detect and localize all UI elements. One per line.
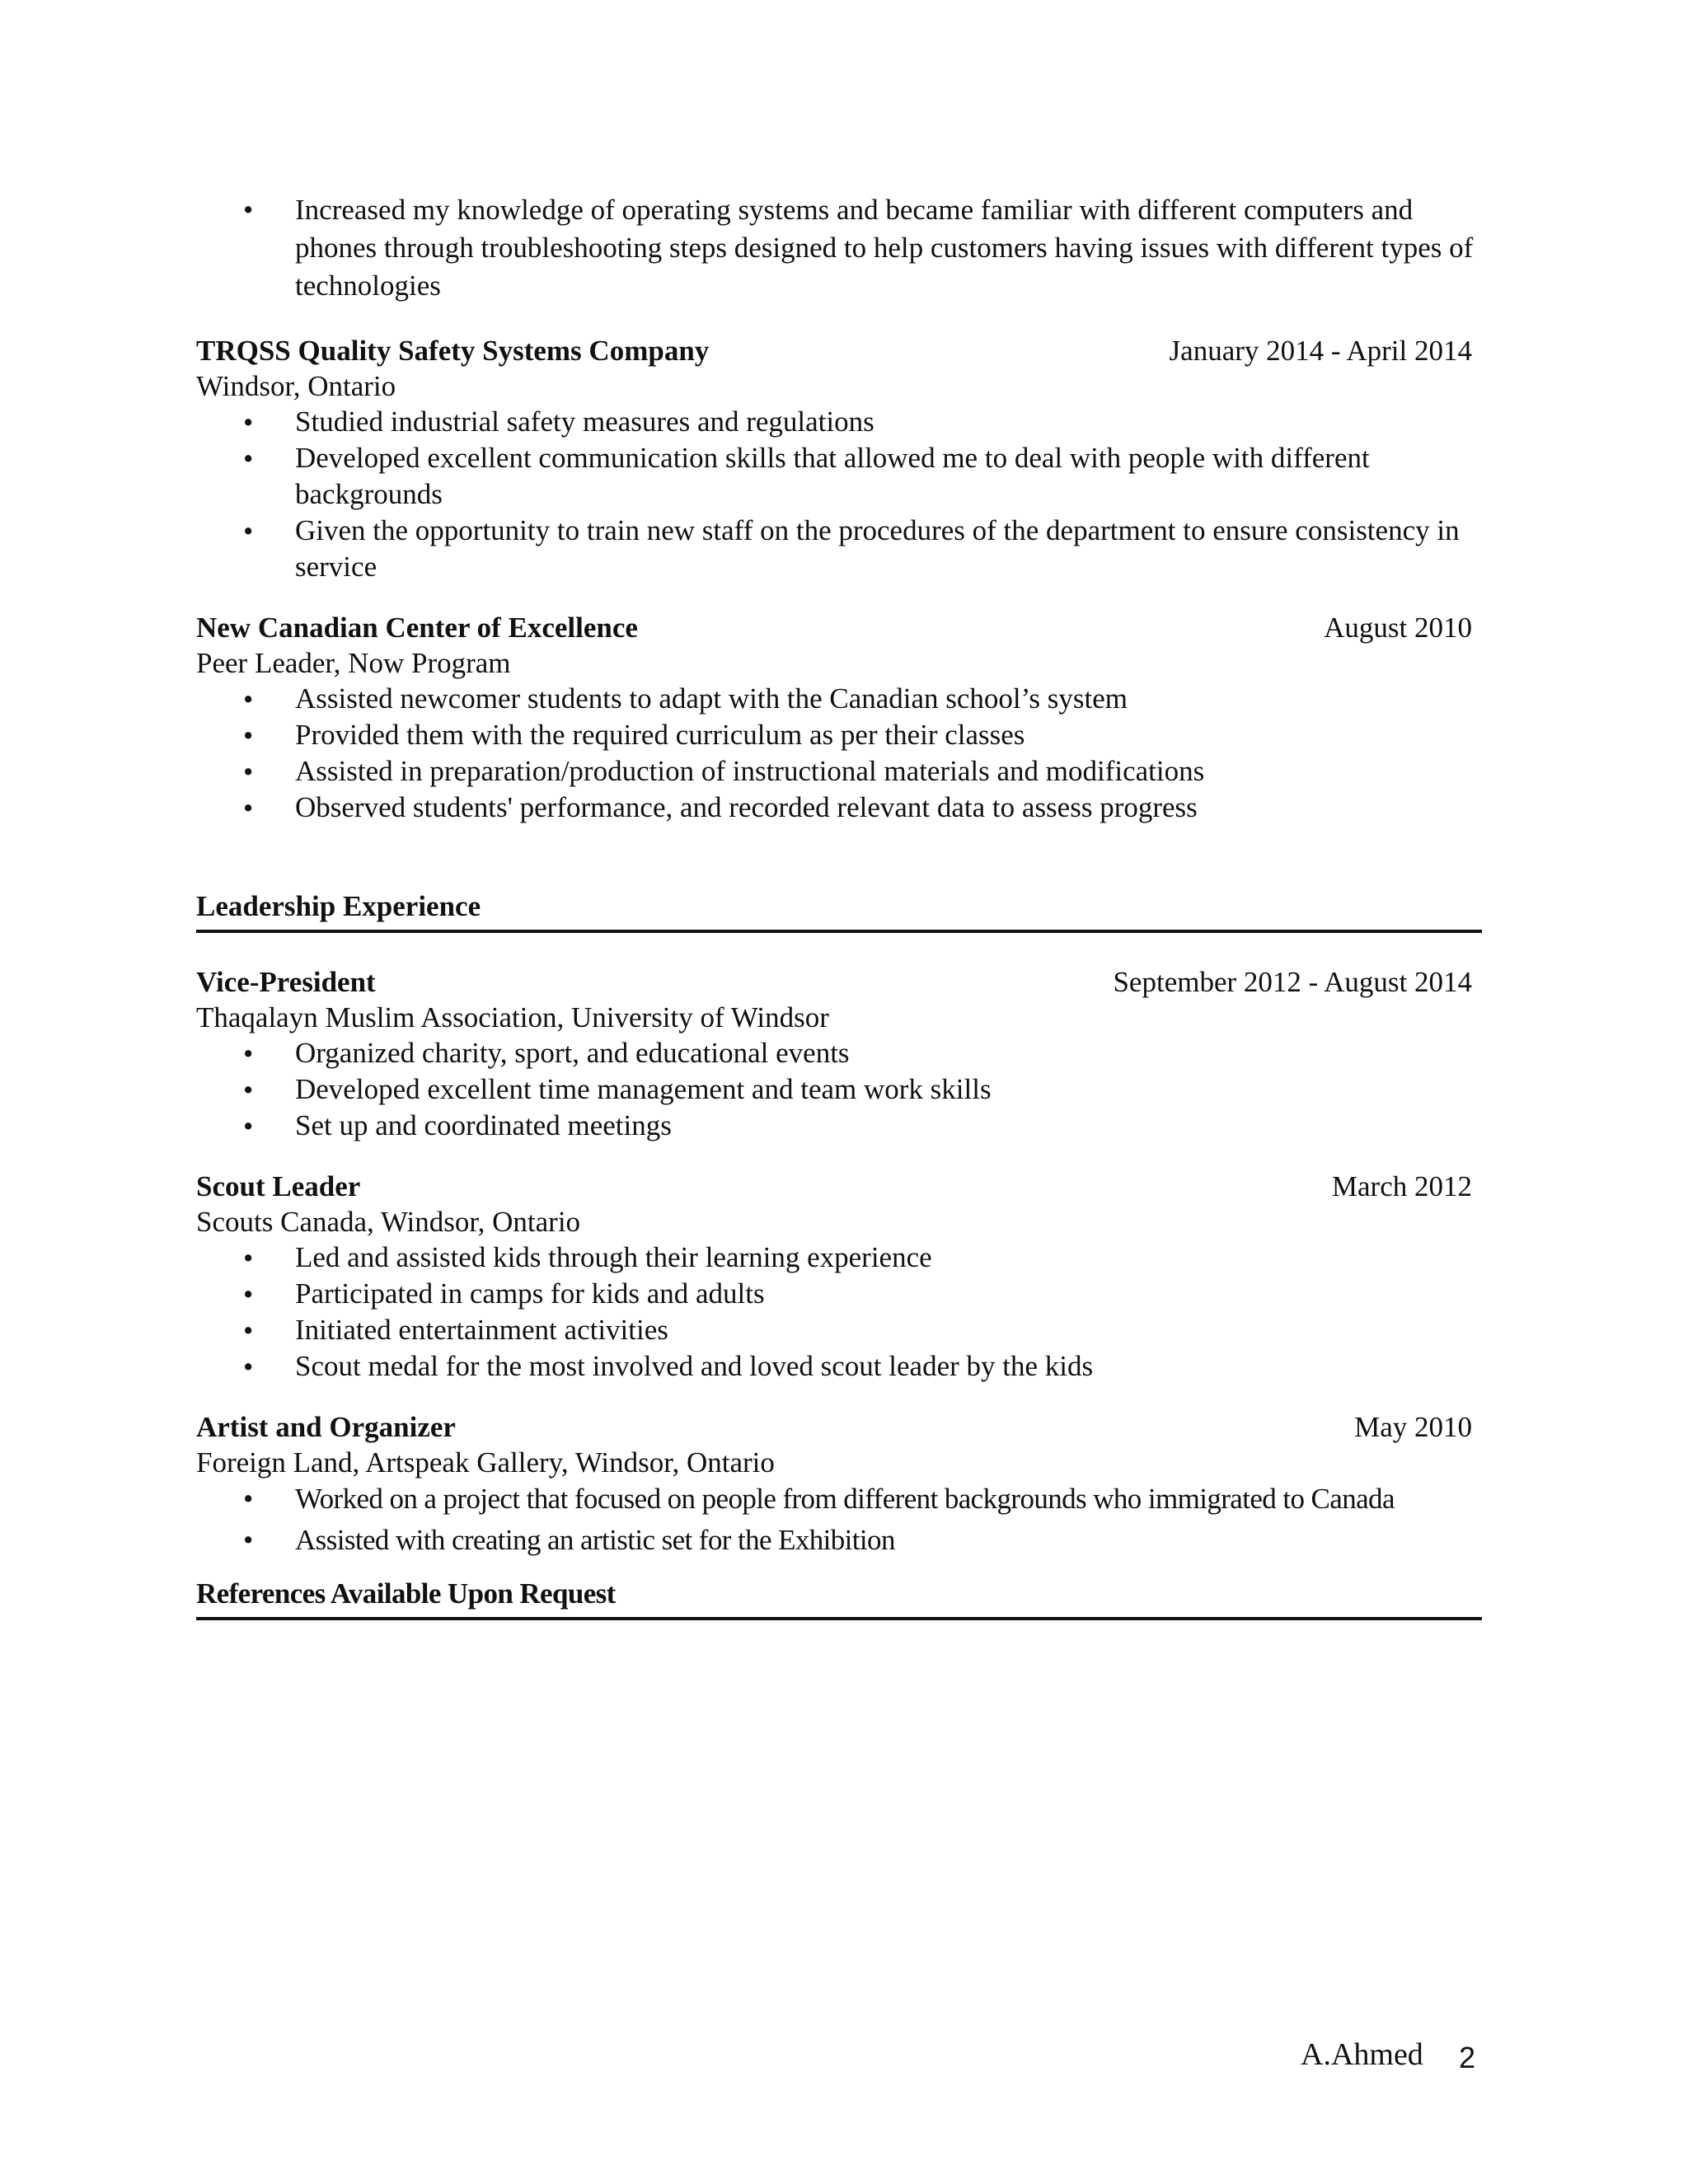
- references-heading: References Available Upon Request: [196, 1576, 1482, 1620]
- entry-subtitle: Foreign Land, Artspeak Gallery, Windsor, Ontario: [196, 1446, 775, 1479]
- bullet-item: • Initiated entertainment activities: [295, 1312, 1482, 1348]
- bullet-item: • Participated in camps for kids and adults: [295, 1276, 1482, 1312]
- bullet-dot-icon: •: [243, 683, 254, 715]
- bullet-dot-icon: •: [243, 406, 254, 438]
- entry-header: [196, 964, 1482, 1001]
- bullet-item: • Worked on a project that focused on people from different backgrounds who immigrated to Canada: [295, 1480, 1482, 1518]
- bullet-item: • Developed excellent communication skills that allowed me to deal with people with different backgrounds: [243, 442, 1370, 510]
- entry-date: August 2010: [1324, 612, 1472, 644]
- entry-date: September 2012 - August 2014: [1113, 966, 1472, 998]
- bullet-item: • Developed excellent time management and team work skills: [295, 1071, 1482, 1108]
- bullet-item: • Studied industrial safety measures and regulations: [295, 404, 1482, 440]
- entry-bullet-list: [196, 404, 1482, 585]
- entry-subtitle: Scouts Canada, Windsor, Ontario: [196, 1206, 581, 1238]
- bullet-dot-icon: •: [243, 1278, 254, 1310]
- entry-date: March 2012: [1331, 1170, 1472, 1202]
- bullet-item: • Assisted in preparation/production of instructional materials and modifications: [295, 753, 1482, 790]
- leadership-entry: [196, 964, 1482, 1144]
- entry-organization: New Canadian Center of Excellence: [196, 612, 638, 644]
- entry-bullet-list: [196, 1480, 1482, 1559]
- bullet-dot-icon: •: [243, 1038, 254, 1070]
- bullet-dot-icon: •: [243, 719, 254, 752]
- bullet-dot-icon: •: [243, 443, 254, 475]
- footer-author-name: A.Ahmed: [1301, 2037, 1423, 2072]
- entry-role: Scout Leader: [196, 1170, 361, 1202]
- entry-subtitle: Peer Leader, Now Program: [196, 647, 511, 679]
- resume-page: [196, 191, 1482, 1620]
- bullet-dot-icon: •: [243, 1110, 254, 1142]
- entry-header: [196, 610, 1482, 646]
- bullet-item: • Provided them with the required curriculum as per their classes: [295, 717, 1482, 753]
- entry-header: [196, 333, 1482, 369]
- entry-subtitle: Windsor, Ontario: [196, 370, 396, 402]
- bullet-dot-icon: •: [243, 1074, 254, 1106]
- entry-role: Vice-President: [196, 966, 376, 998]
- bullet-item: • Increased my knowledge of operating systems and became familiar with different computers and phones through troubleshooting steps designed to help customers having issues with different types of technologies: [295, 191, 1482, 305]
- bullet-item: • Observed students' performance, and recorded relevant data to assess progress: [295, 790, 1482, 826]
- bullet-item: • Led and assisted kids through their learning experience: [295, 1240, 1482, 1276]
- bullet-item: • Scout medal for the most involved and loved scout leader by the kids: [295, 1348, 1482, 1385]
- bullet-dot-icon: •: [243, 515, 254, 547]
- entry-organization: TRQSS Quality Safety Systems Company: [196, 335, 710, 367]
- entry-bullet-list: [196, 1240, 1482, 1385]
- bullet-dot-icon: •: [243, 194, 254, 226]
- bullet-item: • Assisted newcomer students to adapt with the Canadian school’s system: [295, 681, 1482, 717]
- footer-page-number: 2: [1459, 2041, 1476, 2074]
- bullet-dot-icon: •: [243, 792, 254, 824]
- entry-header: [196, 1409, 1482, 1446]
- entry-role: Artist and Organizer: [196, 1411, 456, 1443]
- leadership-entry: [196, 1169, 1482, 1385]
- bullet-item: • Organized charity, sport, and educational events: [295, 1035, 1482, 1071]
- leadership-entry: [196, 1409, 1482, 1559]
- bullet-dot-icon: •: [243, 1315, 254, 1347]
- entry-date: May 2010: [1354, 1411, 1472, 1443]
- leadership-section-heading: Leadership Experience: [196, 888, 1482, 933]
- entry-bullet-list: [196, 1035, 1482, 1144]
- entry-header: [196, 1169, 1482, 1205]
- entry-subtitle: Thaqalayn Muslim Association, University of Windsor: [196, 1001, 829, 1033]
- entry-bullet-list: [196, 681, 1482, 826]
- bullet-dot-icon: •: [243, 1483, 253, 1515]
- bullet-dot-icon: •: [243, 756, 254, 788]
- bullet-item: • Given the opportunity to train new staff on the procedures of the department to ensure consistency in service: [243, 514, 1460, 583]
- continued-bullet-list: [196, 191, 1482, 305]
- work-entry: [196, 610, 1482, 826]
- bullet-dot-icon: •: [243, 1351, 254, 1383]
- bullet-dot-icon: •: [243, 1524, 253, 1556]
- work-entry: [196, 333, 1482, 585]
- bullet-item: • Set up and coordinated meetings: [295, 1108, 1482, 1144]
- bullet-dot-icon: •: [243, 1242, 254, 1274]
- entry-date: January 2014 - April 2014: [1169, 335, 1472, 367]
- bullet-item: • Assisted with creating an artistic set for the Exhibition: [295, 1521, 1482, 1559]
